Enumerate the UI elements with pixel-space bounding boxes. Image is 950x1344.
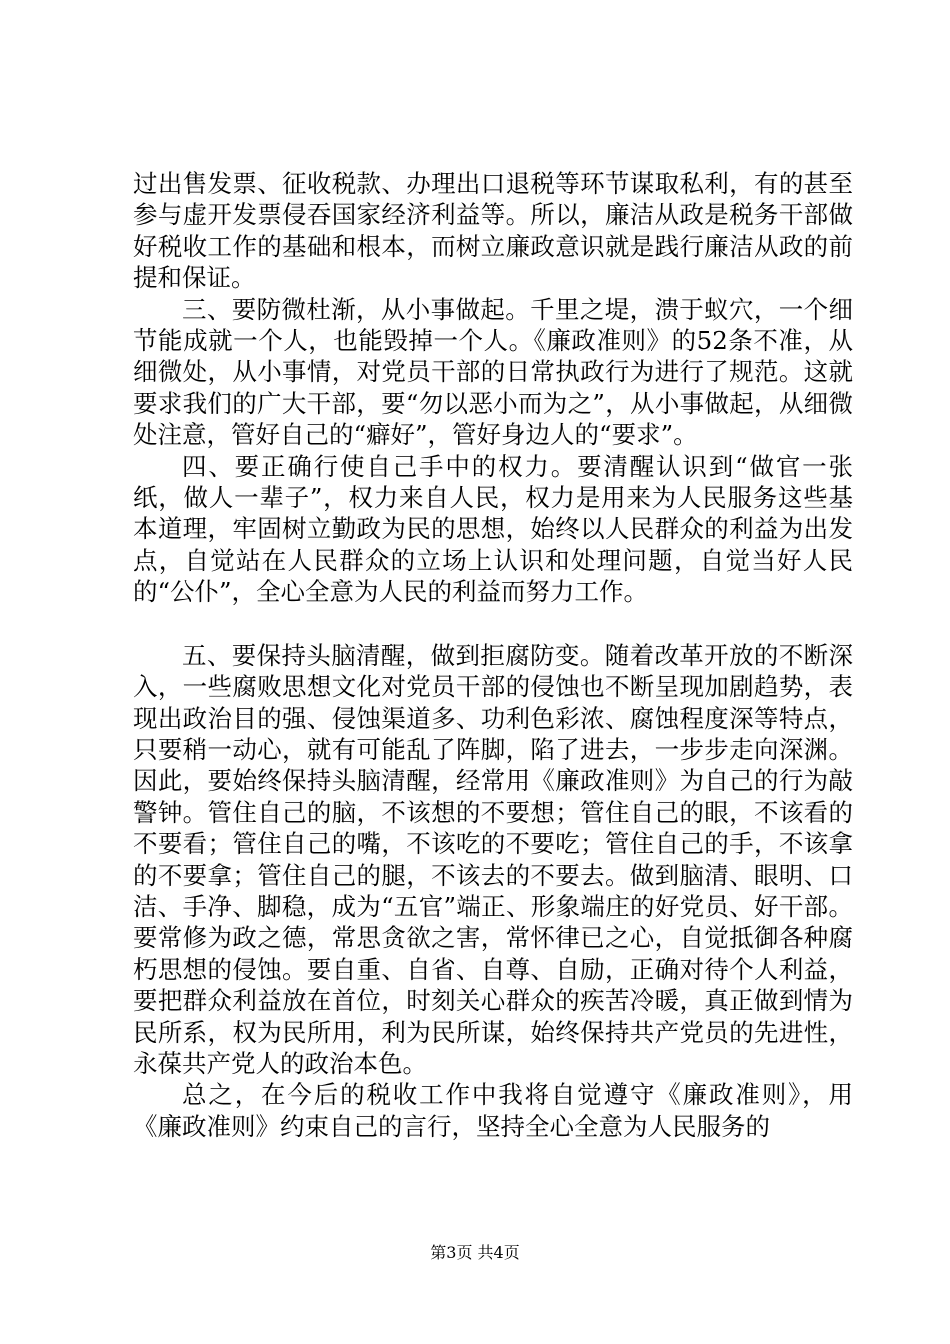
paragraph-section-four: 四、要正确行使自己手中的权力。要清醒认识到“做官一张纸，做人一辈子”，权力来自人民，权力是用来为人民服务这些基本道理，牢固树立勤政为民的思想，始终以人民群众的利益为出发点，自觉站在人民群众的立场上认识和处理问题，自觉当好人民的“公仆”，全心全意为人民的利益而努力工作。 [133,451,853,607]
paragraph-continuation: 过出售发票、征收税款、办理出口退税等环节谋取私利，有的甚至参与虚开发票侵吞国家经济利益等。所以，廉洁从政是税务干部做好税收工作的基础和根本，而树立廉政意识就是践行廉洁从政的前提和保证。 [133,169,853,293]
paragraph-section-five: 五、要保持头脑清醒，做到拒腐防变。随着改革开放的不断深入，一些腐败思想文化对党员干部的侵蚀也不断呈现加剧趋势，表现出政治目的强、侵蚀渠道多、功利色彩浓、腐蚀程度深等特点，只要稍一动心，就有可能乱了阵脚，陷了进去，一步步走向深渊。因此，要始终保持头脑清醒，经常用《廉政准则》为自己的行为敲警钟。管住自己的脑，不该想的不要想；管住自己的眼，不该看的不要看；管住自己的嘴，不该吃的不要吃；管住自己的手，不该拿的不要拿；管住自己的腿，不该去的不要去。做到脑清、眼明、口洁、手净、脚稳，成为“五官”端正、形象端庄的好党员、好干部。要常修为政之德，常思贪欲之害，常怀律已之心，自觉抵御各种腐朽思想的侵蚀。要自重、自省、自尊、自励，正确对待个人利益，要把群众利益放在首位，时刻关心群众的疾苦冷暖，真正做到情为民所系，权为民所用，利为民所谋，始终保持共产党员的先进性，永葆共产党人的政治本色。 [133,640,853,1078]
document-body [133,168,853,1142]
paragraph-conclusion: 总之，在今后的税收工作中我将自觉遵守《廉政准则》，用《廉政准则》约束自己的言行，坚持全心全意为人民服务的 [133,1080,853,1141]
page-number-footer: 第3页 共4页 [430,1243,520,1262]
paragraph-section-three: 三、要防微杜渐，从小事做起。千里之堤，溃于蚁穴，一个细节能成就一个人，也能毁掉一个人。《廉政准则》的52条不准，从细微处，从小事情，对党员干部的日常执政行为进行了规范。这就要求我们的广大干部，要“勿以恶小而为之”，从小事做起，从细微处注意，管好自己的“癖好”，管好身边人的“要求”。 [133,294,853,450]
